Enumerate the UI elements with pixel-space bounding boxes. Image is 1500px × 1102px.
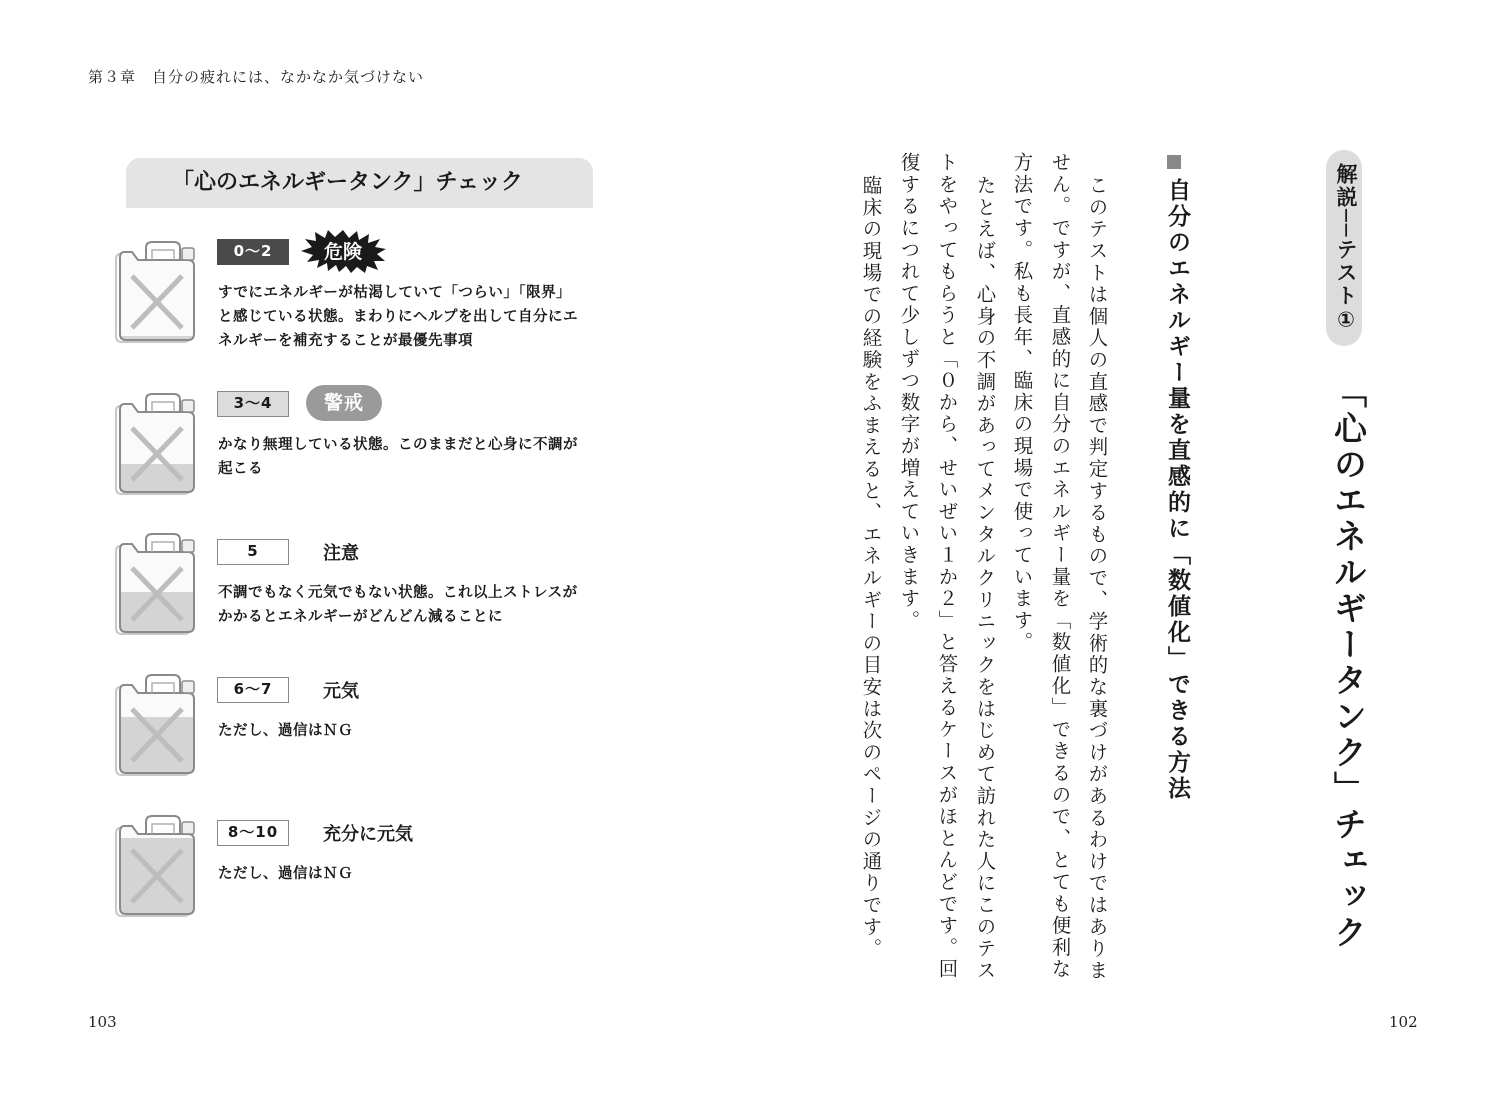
body-column: せん。ですが、直感的に自分のエネルギー量を「数値化」できるので、とても便利な [1048,152,1072,981]
level-label: 注意 [323,543,359,564]
tank-icon [108,388,200,498]
tank-icon [108,528,200,638]
level-description: ただし、過信はＮＧ [218,866,353,882]
article-subheading: 自分のエネルギー量を直感的に「数値化」できる方法 [1164,178,1190,802]
page-number-left: 103 [88,1013,117,1031]
level-label: 元気 [323,681,359,702]
subheading-marker-icon [1167,155,1181,169]
range-box: 8～10 [217,820,289,846]
body-column: たとえば、心身の不調があってメンタルクリニックをはじめて訪れた人にこのテス [973,175,997,982]
range-box: 6～7 [217,677,289,703]
tank-liquid-fill [108,717,200,775]
tank-icon [108,236,200,346]
chapter-header: 第３章 自分の疲れには、なかなか気づけない [88,68,425,86]
danger-burst-icon [299,229,387,273]
tank-icon [108,669,200,779]
body-column: 方法です。私も長年、臨床の現場で使っています。 [1010,152,1034,654]
body-column: 臨床の現場での経験をふまえると、エネルギーの目安は次のページの通りです。 [859,175,883,960]
level-description: すでにエネルギーが枯渇していて「つらい」「限界」 と感じている状態。まわりにヘルプを出して自分にエ ネルギーを補充することが最優先事項 [218,285,578,349]
tank-icon [108,810,200,920]
section-label: 解説──テスト① [1334,163,1358,334]
range-box: 3～4 [217,391,289,417]
level-description: かなり無理している状態。このままだと心身に不調が 起こる [218,437,578,477]
page-number-right: 102 [1389,1013,1418,1031]
body-column: このテストは個人の直感で判定するもので、学術的な裏づけがあるわけではありま [1085,175,1109,982]
range-box: 0～2 [217,239,289,265]
level-description: 不調でもなく元気でもない状態。これ以上ストレスが かかるとエネルギーがどんどん減ることに [218,585,578,625]
check-title: 「心のエネルギータンク」チェック [126,158,593,208]
body-column: 復するにつれて少しずつ数字が増えていきます。 [897,152,921,632]
body-column: トをやってもらうと「０から、せいぜい１か２」と答えるケースがほとんどです。回 [935,152,959,981]
range-box: 5 [217,539,289,565]
level-description: ただし、過信はＮＧ [218,723,353,739]
article-title: 「心のエネルギータンク」チェック [1329,375,1368,951]
level-label: 充分に元気 [323,824,413,845]
warning-badge: 警戒 [306,385,382,421]
danger-label: 危険 [323,241,363,263]
